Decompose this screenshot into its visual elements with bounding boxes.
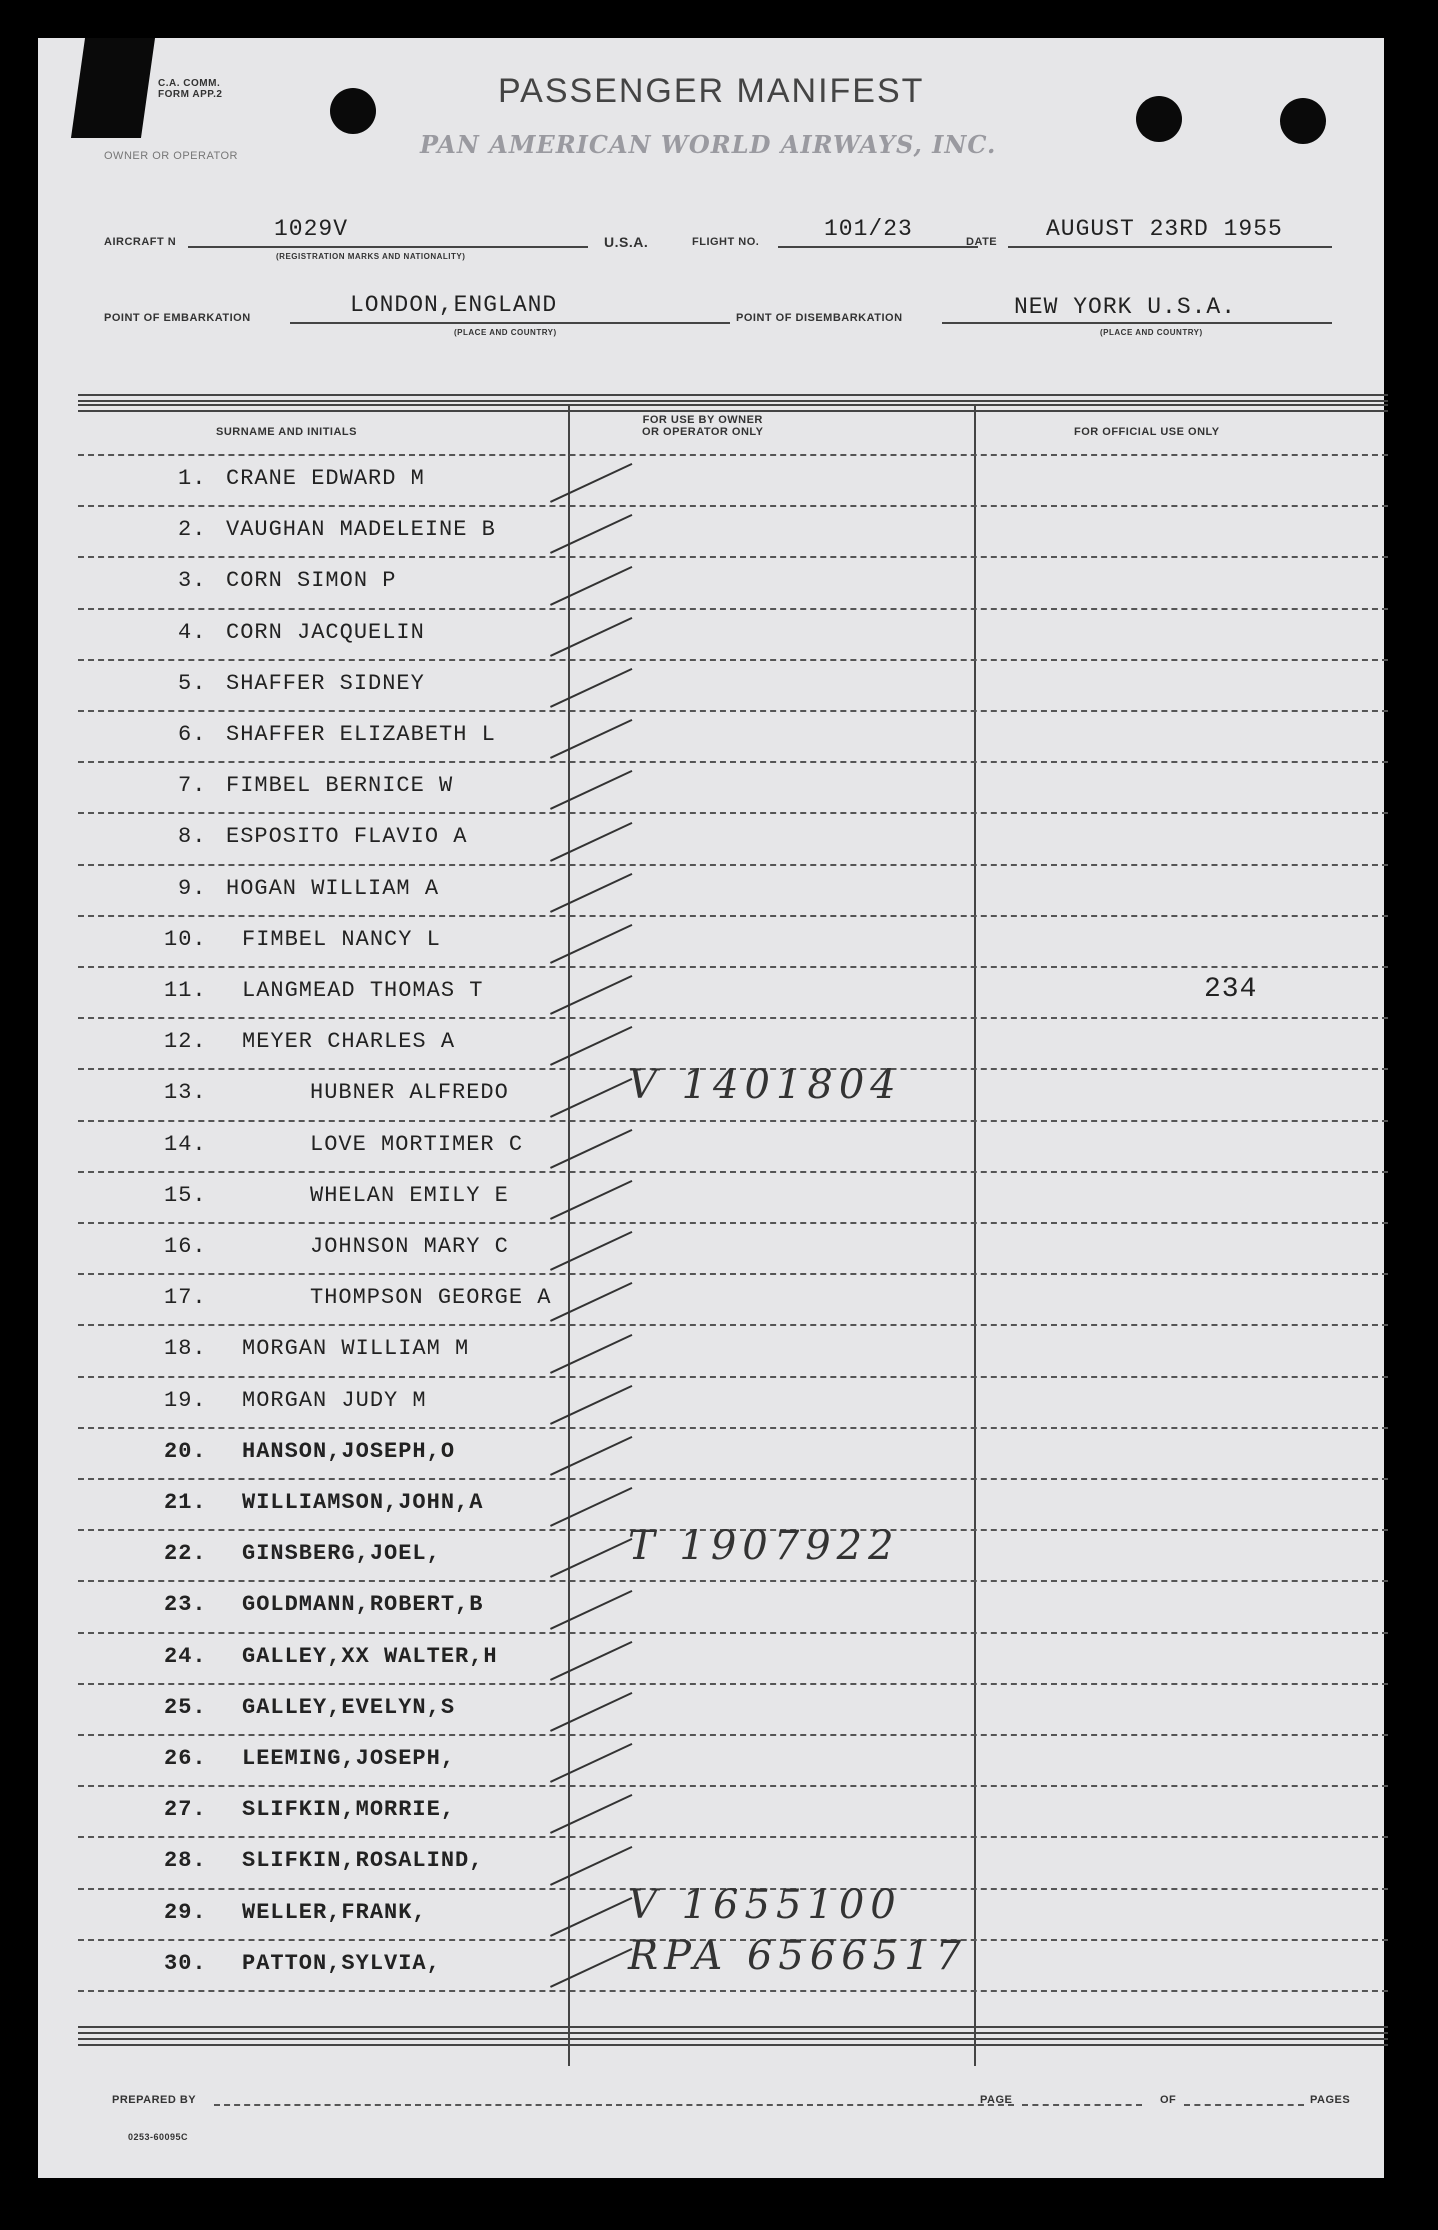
prepared-by-label: PREPARED BY	[112, 2094, 197, 2106]
column-header-owner-use: FOR USE BY OWNER OR OPERATOR ONLY	[642, 414, 764, 438]
passenger-row	[38, 1836, 1384, 1887]
passenger-row	[38, 1017, 1384, 1068]
passenger-name: LOVE MORTIMER C	[310, 1131, 524, 1157]
passenger-row	[38, 1171, 1384, 1222]
passenger-name: WILLIAMSON,JOHN,A	[242, 1490, 484, 1515]
passenger-name: CORN JACQUELIN	[226, 619, 425, 645]
passenger-row	[38, 659, 1384, 710]
flight-label: FLIGHT NO.	[692, 236, 760, 248]
passenger-row	[38, 1932, 1384, 1990]
passenger-number: 29.	[164, 1899, 207, 1925]
passenger-row	[38, 864, 1384, 915]
passenger-row	[38, 1478, 1384, 1529]
embark-label: POINT OF EMBARKATION	[104, 312, 251, 324]
passenger-name: GALLEY,XX WALTER,H	[242, 1643, 498, 1669]
passenger-row	[38, 1062, 1384, 1119]
passenger-number: 9.	[178, 875, 207, 901]
flight-value: 101/23	[824, 216, 913, 242]
passenger-name: LEEMING,JOSEPH,	[242, 1746, 456, 1771]
passenger-name: THOMPSON GEORGE A	[310, 1285, 552, 1311]
passenger-name: LANGMEAD THOMAS T	[242, 978, 484, 1003]
passenger-row	[38, 1324, 1384, 1375]
passenger-number: 4.	[178, 619, 207, 645]
passenger-row	[38, 1632, 1384, 1683]
passenger-name: GINSBERG,JOEL,	[242, 1541, 441, 1567]
usa-label: U.S.A.	[604, 234, 649, 250]
passenger-row	[38, 1120, 1384, 1171]
owner-use-note: RPA 6566517	[628, 1932, 968, 1979]
passenger-row	[38, 608, 1384, 659]
passenger-number: 13.	[164, 1080, 207, 1106]
form-code: 0253-60095C	[128, 2132, 189, 2142]
passenger-number: 18.	[164, 1336, 207, 1362]
embark-place-note: (PLACE AND COUNTRY)	[454, 328, 557, 337]
disembark-place-note: (PLACE AND COUNTRY)	[1100, 328, 1203, 337]
operator-name: PAN AMERICAN WORLD AIRWAYS, INC.	[420, 130, 997, 159]
passenger-name: FIMBEL BERNICE W	[226, 773, 454, 799]
embark-value: LONDON,ENGLAND	[350, 292, 558, 318]
passenger-number: 16.	[164, 1234, 207, 1259]
passenger-name: HOGAN WILLIAM A	[226, 875, 440, 901]
passenger-name: GALLEY,EVELYN,S	[242, 1694, 456, 1720]
passenger-number: 5.	[178, 670, 207, 696]
passenger-name: SHAFFER ELIZABETH L	[226, 722, 496, 747]
date-label: DATE	[966, 236, 998, 248]
passenger-row	[38, 556, 1384, 607]
passenger-number: 25.	[164, 1694, 207, 1720]
passenger-name: PATTON,SYLVIA,	[242, 1950, 441, 1976]
passenger-name: VAUGHAN MADELEINE B	[226, 517, 496, 543]
passenger-row	[38, 812, 1384, 863]
punch-hole	[1280, 98, 1326, 144]
owner-label: OWNER OR OPERATOR	[104, 150, 238, 162]
passenger-row	[38, 1881, 1384, 1939]
passenger-number: 17.	[164, 1285, 207, 1311]
passenger-number: 7.	[178, 773, 207, 799]
passenger-row	[38, 1523, 1384, 1580]
passenger-number: 30.	[164, 1950, 207, 1976]
disembark-label: POINT OF DISEMBARKATION	[736, 312, 903, 324]
passenger-row	[38, 1580, 1384, 1631]
punch-hole	[330, 88, 376, 134]
owner-use-note: V 1401804	[628, 1062, 902, 1109]
passenger-name: WHELAN EMILY E	[310, 1182, 509, 1208]
page-title: PASSENGER MANIFEST	[498, 72, 925, 110]
passenger-number: 26.	[164, 1746, 207, 1771]
aircraft-value: 1029V	[274, 216, 349, 242]
passenger-number: 3.	[178, 568, 207, 594]
pages-label: PAGES	[1310, 2094, 1351, 2106]
passenger-row	[38, 1273, 1384, 1324]
passenger-row	[38, 1376, 1384, 1427]
passenger-name: JOHNSON MARY C	[310, 1234, 509, 1259]
of-label: OF	[1160, 2094, 1177, 2106]
passenger-number: 11.	[164, 978, 207, 1003]
passenger-number: 22.	[164, 1541, 207, 1567]
passenger-name: SLIFKIN,ROSALIND,	[242, 1848, 484, 1874]
passenger-number: 2.	[178, 517, 207, 543]
passenger-name: ESPOSITO FLAVIO A	[226, 824, 468, 850]
passenger-name: SHAFFER SIDNEY	[226, 670, 425, 696]
passenger-row	[38, 966, 1384, 1017]
passenger-name: HUBNER ALFREDO	[310, 1080, 509, 1106]
date-value: AUGUST 23RD 1955	[1046, 216, 1283, 242]
passenger-number: 28.	[164, 1848, 207, 1874]
passenger-row	[38, 761, 1384, 812]
passenger-number: 21.	[164, 1490, 207, 1515]
passenger-name: HANSON,JOSEPH,O	[242, 1438, 456, 1464]
owner-use-note: V 1655100	[628, 1881, 902, 1928]
passenger-number: 12.	[164, 1029, 207, 1055]
passenger-row	[38, 1734, 1384, 1785]
passenger-row	[38, 1222, 1384, 1273]
passenger-row	[38, 1427, 1384, 1478]
passenger-number: 14.	[164, 1131, 207, 1157]
passenger-name: MORGAN WILLIAM M	[242, 1336, 470, 1362]
passenger-number: 20.	[164, 1438, 207, 1464]
passenger-number: 27.	[164, 1797, 207, 1823]
column-header-official-use: FOR OFFICIAL USE ONLY	[1074, 426, 1220, 438]
passenger-name: FIMBEL NANCY L	[242, 926, 441, 952]
passenger-number: 8.	[178, 824, 207, 850]
passenger-number: 15.	[164, 1182, 207, 1208]
aircraft-label: AIRCRAFT N	[104, 236, 177, 248]
form-code-header: C.A. COMM. FORM APP.2	[158, 78, 223, 100]
passenger-name: CORN SIMON P	[226, 568, 397, 594]
passenger-number: 10.	[164, 926, 207, 952]
passenger-row	[38, 710, 1384, 761]
passenger-name: WELLER,FRANK,	[242, 1899, 427, 1925]
passenger-name: MORGAN JUDY M	[242, 1387, 427, 1413]
official-use-note: 234	[1204, 974, 1258, 1005]
passenger-name: MEYER CHARLES A	[242, 1029, 456, 1055]
owner-use-note: T 1907922	[628, 1523, 900, 1570]
row-rule	[78, 1990, 1388, 1992]
registration-note: (REGISTRATION MARKS AND NATIONALITY)	[276, 252, 466, 261]
passenger-number: 23.	[164, 1592, 207, 1618]
passenger-name: GOLDMANN,ROBERT,B	[242, 1592, 484, 1618]
passenger-name: SLIFKIN,MORRIE,	[242, 1797, 456, 1823]
passenger-row	[38, 1683, 1384, 1734]
passenger-number: 19.	[164, 1387, 207, 1413]
passenger-number: 1.	[178, 466, 207, 491]
passenger-row	[38, 1785, 1384, 1836]
manifest-paper	[38, 38, 1384, 2178]
passenger-number: 6.	[178, 722, 207, 747]
torn-corner	[71, 38, 155, 138]
passenger-row	[38, 454, 1384, 505]
passenger-row	[38, 915, 1384, 966]
passenger-name: CRANE EDWARD M	[226, 466, 425, 491]
passenger-row	[38, 505, 1384, 556]
page-label: PAGE	[980, 2094, 1013, 2106]
column-header-surname: SURNAME AND INITIALS	[216, 426, 357, 438]
punch-hole	[1136, 96, 1182, 142]
passenger-number: 24.	[164, 1643, 207, 1669]
disembark-value: NEW YORK U.S.A.	[1014, 294, 1237, 320]
